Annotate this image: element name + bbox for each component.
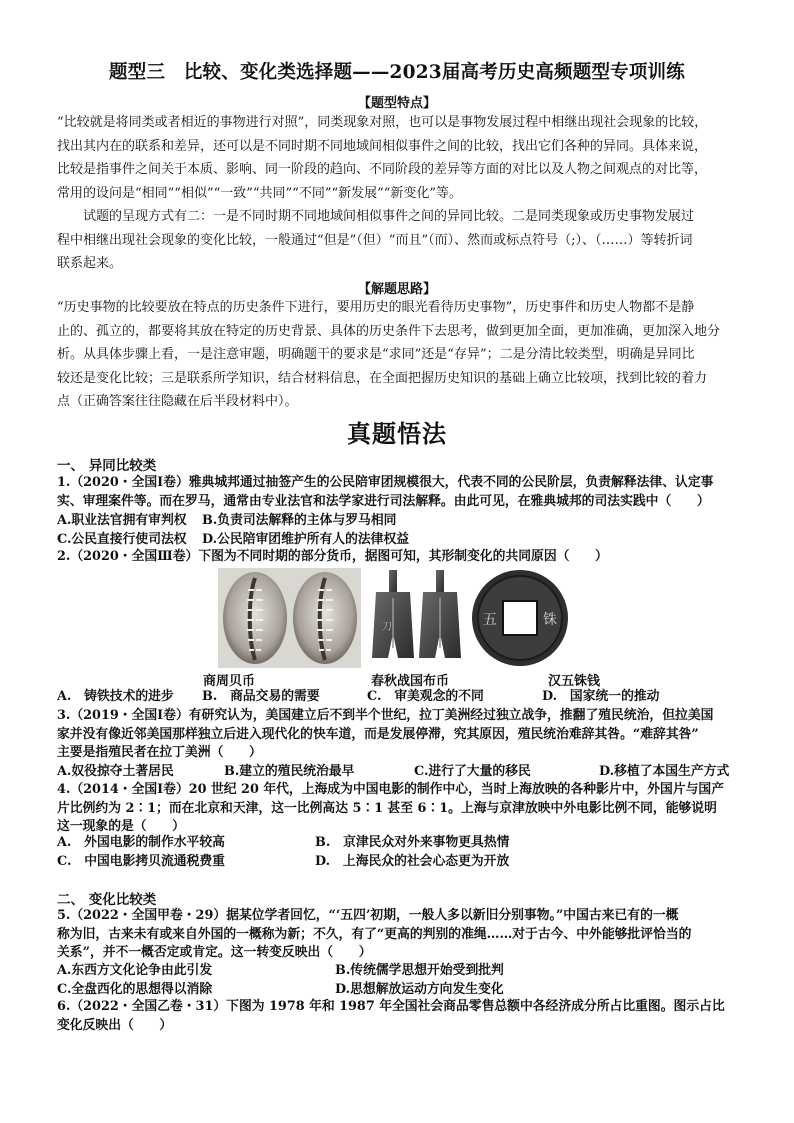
approach-heading: 【解题思路】	[357, 282, 436, 297]
option-d: D. 上海民众的社会心态更为开放	[315, 853, 510, 869]
question-5-options	[57, 962, 757, 999]
question-text: 实、审理案件等。而在罗马，通常由专业法官和法学家进行司法解释。由此可见，在雅典城邦的司法实践中（ ）	[57, 493, 710, 509]
question-3	[57, 707, 757, 763]
option-c: C. 中国电影拷贝流通税费重	[57, 853, 225, 869]
option-d: D. 国家统一的推动	[542, 689, 660, 704]
question-2-options	[57, 688, 757, 707]
question-text: 1.（2020・全国Ⅰ卷）雅典城邦通过抽签产生的公民陪审团规模很大，代表不同的公民阶层，负责解释法律、认定事	[57, 475, 714, 490]
option-d: D.移植了本国生产方式	[599, 764, 730, 779]
question-6	[57, 998, 757, 1035]
page-title: 题型三 比较、变化类选择题——2023届高考历史高频题型专项训练	[109, 62, 685, 83]
question-text: 片比例约为 2∶1；而在北京和天津，这一比例高达 5∶1 甚至 6∶1。上海与京津放映中外电影比例不同，能够说明	[57, 800, 717, 816]
question-4	[57, 781, 757, 837]
question-3-options	[57, 763, 757, 782]
question-text: 变化反映出（ ）	[57, 1017, 173, 1033]
text-line: 比较是指事件之间关于本质、影响、同一阶段的趋向、不同阶段的差异等方面的对比以及人物之间观点的对比等，	[57, 162, 708, 177]
question-text: 称为旧，古来未有或来自外国的一概称为新；不久，有了“更高的判别的准绳……对于古今、中外能够批评恰当的	[57, 926, 692, 942]
option-d: D.思想解放运动方向发生变化	[335, 981, 504, 997]
option-a: A. 铸铁技术的进步	[57, 689, 174, 704]
cowrie-shell-icon-left	[223, 572, 287, 664]
text-line: 点（正确答案往往隐藏在后半段材料中）。	[57, 394, 298, 409]
cowrie-shell-icon-right	[293, 572, 357, 664]
question-text: 主要是指殖民者在拉丁美洲（ ）	[57, 745, 262, 760]
approach-paragraph	[57, 296, 747, 414]
option-c: C.进行了大量的移民	[414, 764, 531, 779]
option-c: C.公民直接行使司法权	[57, 531, 187, 547]
text-line: 止的、孤立的，都要将其放在特定的历史背景、具体的历史条件下去思考，做到更加全面，更加准确，更加深入地分	[57, 323, 721, 339]
option-b: B.负责司法解释的主体与罗马相同	[202, 513, 397, 528]
option-b: B.传统儒学思想开始受到批判	[335, 963, 504, 978]
category-heading-comparison: 一、 异同比较类	[57, 458, 157, 474]
question-text: 3.（2019・全国Ⅰ卷）有研究认为，美国建立后不到半个世纪，拉丁美洲经过独立战争，推翻了殖民统治，但拉美国	[57, 708, 714, 723]
question-4-options	[57, 834, 757, 871]
text-line: 较还是变化比较；三是联系所学知识，结合材料信息，在全面把握历史知识的基础上确立比较项，找到比较的着力	[57, 370, 708, 386]
option-c: C.全盘西化的思想得以消除	[57, 981, 213, 997]
caption-wuzhu-coin: 汉五铢钱	[548, 674, 601, 689]
currency-figure	[218, 568, 608, 668]
option-d: D.公民陪审团维护所有人的法律权益	[202, 531, 410, 547]
text-line: “历史事物的比较要放在特点的历史条件下进行，要用历史的眼光看待历史事物”，历史事件和历史人物都不是静	[57, 300, 695, 315]
question-1	[57, 474, 757, 511]
category-heading-change: 二、 变化比较类	[57, 892, 157, 908]
currency-illustration	[218, 568, 608, 668]
caption-spade-currency: 春秋战国布币	[371, 674, 450, 689]
features-paragraph-1	[57, 111, 747, 205]
text-line: 程中相继出现社会现象的变化比较，一般通过“但是”（但）“而且”（而）、然而或标点符号（;）、（……）等转折词	[57, 232, 693, 248]
text-line: 析。从具体步骤上看，一是注意审题，明确题干的要求是“求同”还是“存异”；二是分清比较类型，明确是异同比	[57, 347, 695, 362]
question-2	[57, 548, 757, 567]
spade-coin-icon-right	[419, 570, 461, 658]
wuzhu-coin-icon	[472, 570, 568, 666]
text-line: 联系起来。	[57, 256, 123, 271]
text-line: 常用的设问是“相同”“相似”“一致”“共同”“不同”“新发展”“新变化”等。	[57, 185, 463, 201]
question-text: 关系”，并不一概否定或肯定。这一转变反映出（ ）	[57, 945, 372, 960]
text-line: 找出其内在的联系和差异，还可以是不同时期不同地域间相似事件之间的比较，找出它们各种的异同。具体来说，	[57, 138, 708, 154]
option-a: A.职业法官拥有审判权	[57, 513, 187, 528]
question-text: 家并没有像近邻美国那样独立后进入现代化的快车道，而是发展停滞，究其原因，殖民统治难辞其咎。“难辞其咎”	[57, 726, 699, 742]
question-text: 4.（2014・全国Ⅰ卷）20 世纪 20 年代，上海成为中国电影的制作中心，当时上海放映的各种影片中，外国片与国产	[57, 782, 725, 797]
option-b: B.建立的殖民统治最早	[224, 764, 355, 779]
question-5	[57, 907, 757, 963]
option-a: A. 外国电影的制作水平较高	[57, 835, 225, 850]
option-a: A.奴役掠夺土著居民	[57, 764, 174, 779]
question-text: 6.（2022・全国乙卷・31）下图为 1978 年和 1987 年全国社会商品零售总额中各经济成分所占比重图。图示占比	[57, 999, 725, 1014]
features-paragraph-2	[57, 205, 747, 276]
question-text: 这一现象的是（ ）	[57, 819, 185, 834]
coin-glyph-right: 铢	[543, 612, 557, 628]
question-1-options	[57, 512, 757, 549]
option-a: A.东西方文化论争由此引发	[57, 963, 213, 978]
caption-shell-currency: 商周贝币	[203, 674, 256, 689]
question-text: 2.（2020・全国Ⅲ卷）下图为不同时期的部分货币，据图可知，其形制变化的共同原因（ ）	[57, 549, 608, 564]
spade-coin-icon-left	[372, 570, 414, 658]
text-line: 试题的呈现方式有二：一是不同时期不同地域间相似事件之间的异同比较。二是同类现象或历史事物发展过	[83, 209, 695, 224]
question-text: 5.（2022・全国甲卷・29）据某位学者回忆，“‘五四’初期，一般人多以新旧分别事物。”中国古来已有的一概	[57, 908, 679, 923]
svg-text:刀: 刀	[382, 622, 392, 633]
section-title: 真题悟法	[347, 419, 447, 448]
text-line: “比较就是将同类或者相近的事物进行对照”，同类现象对照，也可以是事物发展过程中相继出现社会现象的比较，	[57, 115, 708, 130]
coin-glyph-left: 五	[483, 612, 497, 628]
option-b: B. 商品交易的需要	[202, 689, 320, 704]
option-c: C. 审美观念的不同	[367, 689, 484, 704]
option-b: B. 京津民众对外来事物更具热情	[315, 835, 510, 850]
features-heading: 【题型特点】	[357, 96, 436, 111]
